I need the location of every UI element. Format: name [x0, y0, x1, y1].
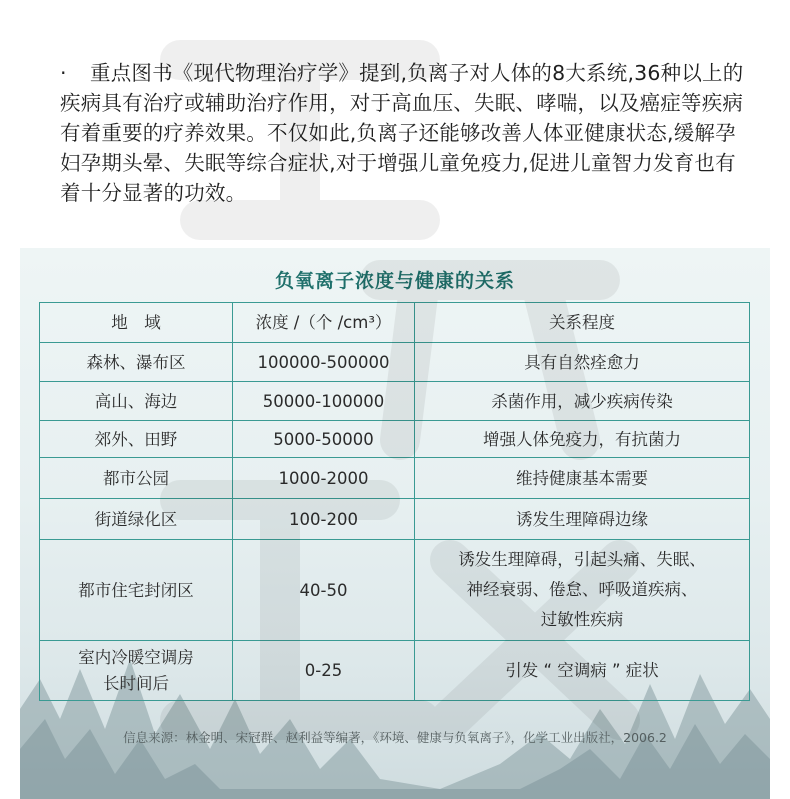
- intro-text: 重点图书《现代物理治疗学》提到,负离子对人体的8大系统,36种以上的疾病具有治疗或辅助治疗作用，对于高血压、失眠、哮喘，以及癌症等疾病有着重要的疗养效果。不仅如此,负离子还能够改善人体亚健康状态,缓解孕妇孕期头晕、失眠等综合症状,对于增强儿童免疫力,促进儿童智力发育也有着十分显著的功效。: [60, 61, 744, 205]
- cell-region: 街道绿化区: [40, 499, 233, 540]
- intro-paragraph: [60, 58, 750, 208]
- header-concentration: 浓度 /（个 /cm³）: [233, 303, 415, 343]
- header-region: 地 域: [40, 303, 233, 343]
- cell-relation: 诱发生理障碍，引起头痛、失眠、 神经衰弱、倦怠、呼吸道疾病、 过敏性疾病: [415, 540, 750, 641]
- cell-concentration: 5000-50000: [233, 421, 415, 458]
- table-row: [40, 343, 750, 382]
- bullet-mark: ·: [60, 61, 67, 85]
- cell-relation: 引发 “ 空调病 ” 症状: [415, 641, 750, 701]
- table-row: [40, 641, 750, 701]
- cell-concentration: 0-25: [233, 641, 415, 701]
- cell-concentration: 100000-500000: [233, 343, 415, 382]
- cell-region: 高山、海边: [40, 382, 233, 421]
- table-title: 负氧离子浓度与健康的关系: [274, 270, 515, 292]
- table-row: [40, 499, 750, 540]
- cell-region: 室内冷暖空调房 长时间后: [40, 641, 233, 701]
- cell-relation: 维持健康基本需要: [415, 458, 750, 499]
- cell-concentration: 50000-100000: [233, 382, 415, 421]
- cell-region: 森林、瀑布区: [40, 343, 233, 382]
- health-relation-panel: [20, 248, 770, 799]
- cell-relation: 杀菌作用，减少疾病传染: [415, 382, 750, 421]
- header-relation: 关系程度: [415, 303, 750, 343]
- table-row: [40, 382, 750, 421]
- table-row: [40, 458, 750, 499]
- cell-relation: 诱发生理障碍边缘: [415, 499, 750, 540]
- cell-region: 都市公园: [40, 458, 233, 499]
- cell-region: 都市住宅封闭区: [40, 540, 233, 641]
- concentration-table: [39, 302, 750, 701]
- source-note: 信息来源：林金明、宋冠群、赵利益等编著，《环境、健康与负氧离子》，化学工业出版社，2006.2: [123, 730, 667, 745]
- cell-relation: 增强人体免疫力，有抗菌力: [415, 421, 750, 458]
- table-row: [40, 421, 750, 458]
- cell-relation: 具有自然痊愈力: [415, 343, 750, 382]
- cell-concentration: 100-200: [233, 499, 415, 540]
- cell-concentration: 40-50: [233, 540, 415, 641]
- cell-concentration: 1000-2000: [233, 458, 415, 499]
- table-header-row: [40, 303, 750, 343]
- cell-region: 郊外、田野: [40, 421, 233, 458]
- table-row: [40, 540, 750, 641]
